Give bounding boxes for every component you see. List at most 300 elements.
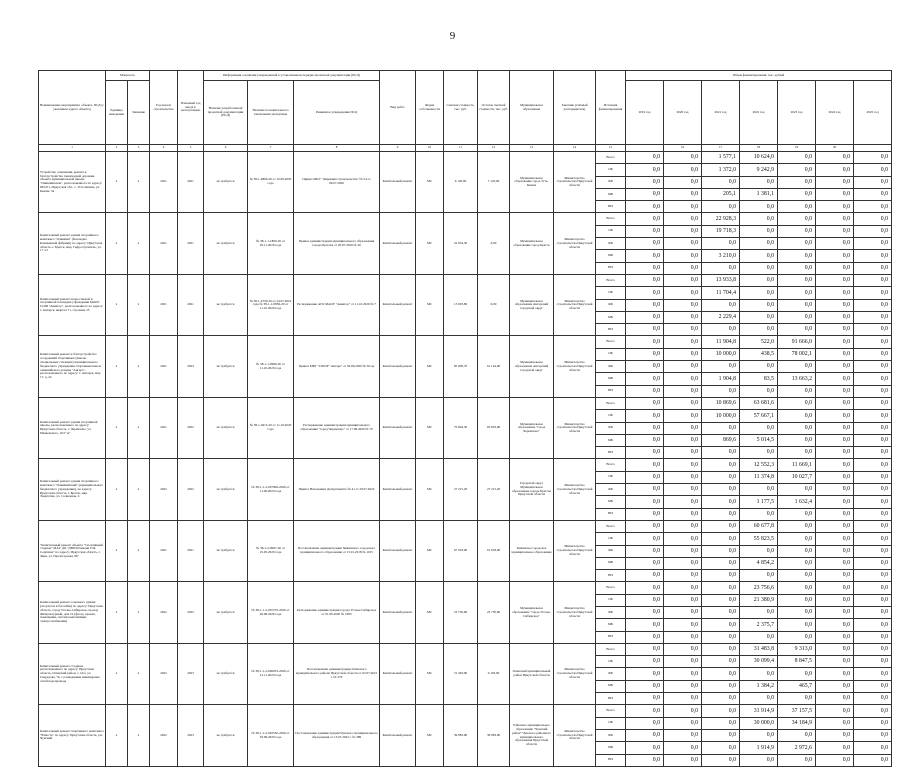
capacity-value: х xyxy=(128,582,150,643)
funding-2019: 0,0 xyxy=(626,606,664,618)
capacity-value: х xyxy=(128,459,150,520)
funding-2020: 0,0 xyxy=(664,643,702,655)
funding-source: ВИ xyxy=(596,385,626,397)
funding-2024: 0,0 xyxy=(816,164,854,176)
object-name: Устройство освещения, ремонт и благоустройство пешеходной дорожки, объекта муниципальной школы "Оникшинская", расположенного по адресу: 665471, Иркутская обл., с. Усть-Кежма, ул. Кежма, 5в xyxy=(39,152,106,213)
estimate-cost: 13 903,80 xyxy=(444,274,478,335)
header-ownership: Форма собственности xyxy=(416,71,444,145)
funding-source: ОБ xyxy=(596,410,626,422)
funding-2019: 0,0 xyxy=(626,299,664,311)
funding-2019: 0,0 xyxy=(626,459,664,471)
funding-2020: 0,0 xyxy=(664,250,702,262)
funding-2021: 0,0 xyxy=(702,324,740,336)
funding-2019: 0,0 xyxy=(626,238,664,250)
year-input: 2022 xyxy=(178,397,204,458)
funding-2021: 2 229,4 xyxy=(702,311,740,323)
funding-2023: 0,0 xyxy=(778,225,816,237)
funding-source: МБ xyxy=(596,373,626,385)
funding-source: ФБ xyxy=(596,361,626,373)
funding-2023: 0,0 xyxy=(778,311,816,323)
funding-2023: 0,0 xyxy=(778,668,816,680)
funding-2019: 0,0 xyxy=(626,754,664,766)
funding-2022: 0,0 xyxy=(740,213,778,225)
funding-2019: 0,0 xyxy=(626,348,664,360)
funding-source: МБ xyxy=(596,496,626,508)
funding-2023: 0,0 xyxy=(778,508,816,520)
work-type: Капитальный ремонт xyxy=(380,152,416,213)
funding-2024: 0,0 xyxy=(816,742,854,754)
funding-2023: 0,0 xyxy=(778,754,816,766)
funding-2022: 2 375,7 xyxy=(740,619,778,631)
funding-2021: 1 577,1 xyxy=(702,152,740,164)
funding-2021: 0,0 xyxy=(702,262,740,274)
funding-source: ОБ xyxy=(596,225,626,237)
year-input: 2021 xyxy=(178,520,204,581)
header-row-1 xyxy=(39,71,892,81)
funding-2023: 0,0 xyxy=(778,594,816,606)
customer: Министерство строительства Иркутской области xyxy=(554,152,596,213)
funding-2021: 0,0 xyxy=(702,705,740,717)
work-type: Капитальный ремонт xyxy=(380,520,416,581)
work-type: Капитальный ремонт xyxy=(380,397,416,458)
work-type: Капитальный ремонт xyxy=(380,705,416,766)
funding-2019: 0,0 xyxy=(626,533,664,545)
funding-2022: 0,0 xyxy=(740,668,778,680)
funding-2023: 0,0 xyxy=(778,262,816,274)
funding-2024: 0,0 xyxy=(816,705,854,717)
funding-2023: 0,0 xyxy=(778,570,816,582)
funding-2022: 23 756,6 xyxy=(740,582,778,594)
column-number: 10 xyxy=(416,145,444,152)
capacity-unit: х xyxy=(106,705,128,766)
capacity-unit: х xyxy=(106,274,128,335)
funding-2024: 0,0 xyxy=(816,496,854,508)
municipality: Городской округ Муниципальное образование города Братска Иркутской области xyxy=(510,459,554,520)
psd-expertise: № 38-1-1-1860-20 от 20.11.2020 года xyxy=(248,213,294,274)
funding-source: ВИ xyxy=(596,693,626,705)
funding-source: Всего xyxy=(596,520,626,532)
funding-2024: 0,0 xyxy=(816,631,854,643)
funding-2022: 31 483,8 xyxy=(740,643,778,655)
funding-2025: 0,0 xyxy=(854,188,892,200)
funding-source: ФБ xyxy=(596,484,626,496)
funding-2023: 91 666,0 xyxy=(778,336,816,348)
funding-2025: 0,0 xyxy=(854,410,892,422)
psd-expertise: № 38-1-1-2-007006-2020 от 11.06.2020 года xyxy=(248,459,294,520)
psd-status: не требуется xyxy=(204,336,248,397)
header-psd-status: Наличие разработанной проектной документации (ПСД) xyxy=(204,81,248,145)
funding-2024: 0,0 xyxy=(816,397,854,409)
funding-2019: 0,0 xyxy=(626,484,664,496)
funding-source: ОБ xyxy=(596,594,626,606)
funding-source: ВИ xyxy=(596,447,626,459)
funding-2021: 0,0 xyxy=(702,717,740,729)
funding-2025: 0,0 xyxy=(854,287,892,299)
funding-2025: 0,0 xyxy=(854,348,892,360)
funding-2023: 465,7 xyxy=(778,680,816,692)
header-year-2025: 2025 год xyxy=(854,81,892,145)
column-number: 1 xyxy=(39,145,106,152)
funding-2023: 37 157,5 xyxy=(778,705,816,717)
header-year-2023: 2023 год xyxy=(778,81,816,145)
funding-2025: 0,0 xyxy=(854,164,892,176)
funding-2019: 0,0 xyxy=(626,176,664,188)
funding-2022: 0,0 xyxy=(740,274,778,286)
funding-2021: 0,0 xyxy=(702,545,740,557)
estimate-cost: 51 463,00 xyxy=(444,643,478,704)
remaining-cost: 7 143,00 xyxy=(478,152,510,213)
funding-2025: 0,0 xyxy=(854,668,892,680)
funding-2024: 0,0 xyxy=(816,434,854,446)
funding-2025: 0,0 xyxy=(854,570,892,582)
funding-2021: 11 904,8 xyxy=(702,336,740,348)
funding-2023: 34 184,9 xyxy=(778,717,816,729)
psd-status: не требуется xyxy=(204,643,248,704)
funding-2023: 1 632,4 xyxy=(778,496,816,508)
year-start: 2021 xyxy=(150,397,178,458)
work-type: Капитальный ремонт xyxy=(380,213,416,274)
work-type: Капитальный ремонт xyxy=(380,582,416,643)
funding-source: Всего xyxy=(596,397,626,409)
funding-2019: 0,0 xyxy=(626,188,664,200)
funding-2025: 0,0 xyxy=(854,213,892,225)
funding-2020: 0,0 xyxy=(664,594,702,606)
object-name: Капитальный ремонт основного здания (спортзала и бассейна) по адресу: Иркутская область, город Усолье-Сибирское, проезд Физкультурный, дом 10 (фасад, кровля, помещения, система вентиляции, электроснабжения) xyxy=(39,582,106,643)
funding-2025: 0,0 xyxy=(854,520,892,532)
year-input: 2021 xyxy=(178,274,204,335)
customer: Министерство строительства Иркутской области xyxy=(554,274,596,335)
year-input: 2022 xyxy=(178,582,204,643)
funding-2025: 0,0 xyxy=(854,545,892,557)
funding-2024: 0,0 xyxy=(816,570,854,582)
funding-source: ФБ xyxy=(596,238,626,250)
funding-source: ОБ xyxy=(596,717,626,729)
funding-2024: 0,0 xyxy=(816,188,854,200)
funding-2023: 0,0 xyxy=(778,324,816,336)
column-number: 8 xyxy=(294,145,380,152)
psd-expertise: № 38-1-2-0997-20 от 25.05.2020 года xyxy=(248,520,294,581)
funding-2019: 0,0 xyxy=(626,373,664,385)
funding-2019: 0,0 xyxy=(626,693,664,705)
funding-2020: 0,0 xyxy=(664,373,702,385)
funding-2020: 0,0 xyxy=(664,496,702,508)
column-number xyxy=(854,145,892,152)
funding-2022: 438,5 xyxy=(740,348,778,360)
funding-2022: 1 177,5 xyxy=(740,496,778,508)
funding-2021: 0,0 xyxy=(702,680,740,692)
ownership: МС xyxy=(416,397,444,458)
funding-2020: 0,0 xyxy=(664,410,702,422)
municipality: Осинский муниципальный район Иркутской области xyxy=(510,643,554,704)
investment-table xyxy=(38,70,892,767)
municipality: Муниципальное образование Ангарский городской округ xyxy=(510,274,554,335)
funding-2021: 0,0 xyxy=(702,508,740,520)
ownership: МС xyxy=(416,152,444,213)
funding-2021: 0,0 xyxy=(702,385,740,397)
column-number xyxy=(626,145,664,152)
funding-2019: 0,0 xyxy=(626,705,664,717)
column-number: 14 xyxy=(554,145,596,152)
header-year-start: Год начала строительства xyxy=(150,71,178,145)
funding-2020: 0,0 xyxy=(664,336,702,348)
estimate-cost: 39 983,90 xyxy=(444,705,478,766)
object-name: Капитальный ремонт подростковой и спортивной площадки учреждения МАОУ СОШ "Авиатор", расположенного по адресу: г. Ангарск, квартал 71, строение 25 xyxy=(39,274,106,335)
psd-approval: Распоряжение администрации муниципального образования "город Черемхово" от 17.06.2020 № 70 xyxy=(294,397,380,458)
funding-2020: 0,0 xyxy=(664,361,702,373)
funding-source: ОБ xyxy=(596,287,626,299)
funding-2021: 0,0 xyxy=(702,459,740,471)
funding-2019: 0,0 xyxy=(626,557,664,569)
funding-2022: 1 914,9 xyxy=(740,742,778,754)
funding-2025: 0,0 xyxy=(854,582,892,594)
funding-2025: 0,0 xyxy=(854,422,892,434)
funding-2024: 0,0 xyxy=(816,274,854,286)
column-number: 17 xyxy=(702,145,740,152)
funding-2023: 0,0 xyxy=(778,238,816,250)
funding-2023: 0,0 xyxy=(778,619,816,631)
funding-source: Всего xyxy=(596,152,626,164)
header-year-2021: 2021 год xyxy=(702,81,740,145)
estimate-cost: 9 120,00 xyxy=(444,152,478,213)
capacity-value: х xyxy=(128,705,150,766)
estimate-cost: 70 994,30 xyxy=(444,397,478,458)
funding-source: Всего xyxy=(596,582,626,594)
funding-2023: 0,0 xyxy=(778,606,816,618)
funding-source: ВИ xyxy=(596,754,626,766)
funding-2025: 0,0 xyxy=(854,262,892,274)
funding-2023: 0,0 xyxy=(778,434,816,446)
funding-2020: 0,0 xyxy=(664,582,702,594)
psd-approval: Постановление администрации Чунского муниципального образования от 13.07.2022 г. № 389 xyxy=(294,705,380,766)
funding-2022: 0,0 xyxy=(740,262,778,274)
customer: Министерство строительства Иркутской области xyxy=(554,213,596,274)
funding-2019: 0,0 xyxy=(626,225,664,237)
table-row xyxy=(39,520,892,532)
funding-2025: 0,0 xyxy=(854,742,892,754)
remaining-cost: 63 903,00 xyxy=(478,397,510,458)
funding-2022: 57 667,1 xyxy=(740,410,778,422)
object-name: "Капитальный ремонт объекта "Спортивный стадион" МАУ ДО "ДЮСШ имени Г.М. Серёгина" по адресу: Иркутская область, г. Зима, ул. Пролетарская, 96" xyxy=(39,520,106,581)
funding-2019: 0,0 xyxy=(626,410,664,422)
funding-2025: 0,0 xyxy=(854,619,892,631)
funding-source: МБ xyxy=(596,557,626,569)
funding-2024: 0,0 xyxy=(816,385,854,397)
column-number: 19 xyxy=(778,145,816,152)
funding-2024: 0,0 xyxy=(816,557,854,569)
work-type: Капитальный ремонт xyxy=(380,643,416,704)
funding-2021: 11 704,4 xyxy=(702,287,740,299)
funding-2023: 0,0 xyxy=(778,397,816,409)
funding-2025: 0,0 xyxy=(854,447,892,459)
funding-2025: 0,0 xyxy=(854,680,892,692)
object-name: Капитальный ремонт спортивного комплекса "Юность" по адресу: Иркутская область, р.п. Чунский xyxy=(39,705,106,766)
funding-2022: 0,0 xyxy=(740,693,778,705)
funding-2025: 0,0 xyxy=(854,557,892,569)
year-input: 2021 xyxy=(178,213,204,274)
funding-2021: 869,6 xyxy=(702,434,740,446)
funding-2024: 0,0 xyxy=(816,373,854,385)
ownership: МС xyxy=(416,582,444,643)
funding-source: МБ xyxy=(596,311,626,323)
funding-2020: 0,0 xyxy=(664,717,702,729)
funding-2022: 0,0 xyxy=(740,447,778,459)
estimate-cost: 22 934,30 xyxy=(444,213,478,274)
funding-2020: 0,0 xyxy=(664,754,702,766)
funding-2019: 0,0 xyxy=(626,201,664,213)
object-name: Капитальный ремонт стадиона расположенного по адресу: Иркутская область, Осинский район, с. Оса, ул. Свердлова, 7в, с разведением инженерных сетей водопровода xyxy=(39,643,106,704)
funding-2024: 0,0 xyxy=(816,422,854,434)
table-row xyxy=(39,459,892,471)
funding-2025: 0,0 xyxy=(854,336,892,348)
ownership: МС xyxy=(416,213,444,274)
funding-2024: 0,0 xyxy=(816,533,854,545)
funding-2022: 0,0 xyxy=(740,754,778,766)
funding-2020: 0,0 xyxy=(664,164,702,176)
funding-source: ФБ xyxy=(596,606,626,618)
funding-2025: 0,0 xyxy=(854,631,892,643)
capacity-value: х xyxy=(128,274,150,335)
year-input: 2022 xyxy=(178,459,204,520)
funding-2022: 5 014,5 xyxy=(740,434,778,446)
funding-2019: 0,0 xyxy=(626,361,664,373)
funding-2020: 0,0 xyxy=(664,274,702,286)
funding-2024: 0,0 xyxy=(816,582,854,594)
funding-2021: 0,0 xyxy=(702,631,740,643)
funding-2022: 83,5 xyxy=(740,373,778,385)
funding-2022: 0,0 xyxy=(740,508,778,520)
year-start: 2021 xyxy=(150,152,178,213)
funding-2020: 0,0 xyxy=(664,311,702,323)
year-start: 2022 xyxy=(150,582,178,643)
funding-2022: 1 384,2 xyxy=(740,680,778,692)
funding-2025: 0,0 xyxy=(854,299,892,311)
funding-2020: 0,0 xyxy=(664,348,702,360)
funding-2019: 0,0 xyxy=(626,213,664,225)
funding-2025: 0,0 xyxy=(854,324,892,336)
psd-status: не требуется xyxy=(204,582,248,643)
funding-2023: 8 847,5 xyxy=(778,656,816,668)
funding-source: ФБ xyxy=(596,545,626,557)
funding-2024: 0,0 xyxy=(816,201,854,213)
funding-2023: 0,0 xyxy=(778,729,816,741)
funding-2024: 0,0 xyxy=(816,668,854,680)
table-row xyxy=(39,582,892,594)
header-year-2024: 2024 год xyxy=(816,81,854,145)
funding-2019: 0,0 xyxy=(626,385,664,397)
funding-source: ФБ xyxy=(596,422,626,434)
funding-2023: 0,0 xyxy=(778,533,816,545)
column-number: 3 xyxy=(128,145,150,152)
funding-2021: 22 928,3 xyxy=(702,213,740,225)
remaining-cost: 27 215,20 xyxy=(478,459,510,520)
funding-2024: 0,0 xyxy=(816,656,854,668)
year-input: 2023 xyxy=(178,336,204,397)
psd-approval: Постановление администрации Осинского муниципального района Иркутской области от 02.07.2021 г. № 376 xyxy=(294,643,380,704)
year-input: 2023 xyxy=(178,705,204,766)
funding-2022: 0,0 xyxy=(740,287,778,299)
funding-2019: 0,0 xyxy=(626,656,664,668)
object-name: Капитальный ремонт здания спортивного комплекса "Олимпийский" (муниципального бюджетного учреждения), по адресу: Иркутская область, г. Братск, мкр. Энергетик, ул. Солнечная, 4 xyxy=(39,459,106,520)
funding-2024: 0,0 xyxy=(816,250,854,262)
funding-2020: 0,0 xyxy=(664,742,702,754)
funding-2024: 0,0 xyxy=(816,545,854,557)
funding-2025: 0,0 xyxy=(854,471,892,483)
funding-2025: 0,0 xyxy=(854,176,892,188)
funding-2019: 0,0 xyxy=(626,336,664,348)
funding-2021: 0,0 xyxy=(702,754,740,766)
funding-2022: 0,0 xyxy=(740,631,778,643)
psd-expertise: № 38-1-1-2-007270-2020 от 29.06.2020 года xyxy=(248,582,294,643)
funding-2022: 10 624,0 xyxy=(740,152,778,164)
funding-2022: 0,0 xyxy=(740,238,778,250)
funding-2019: 0,0 xyxy=(626,594,664,606)
funding-2022: 0,0 xyxy=(740,299,778,311)
funding-2025: 0,0 xyxy=(854,201,892,213)
funding-2021: 0,0 xyxy=(702,668,740,680)
funding-2025: 0,0 xyxy=(854,656,892,668)
capacity-value: х xyxy=(128,336,150,397)
psd-approval: Распоряжение администрации города Усолье-Сибирское от 01.06.2020 № 1083 xyxy=(294,582,380,643)
funding-2020: 0,0 xyxy=(664,201,702,213)
funding-2019: 0,0 xyxy=(626,164,664,176)
funding-2019: 0,0 xyxy=(626,668,664,680)
funding-2020: 0,0 xyxy=(664,484,702,496)
funding-2020: 0,0 xyxy=(664,188,702,200)
psd-approval: Приказ Начальника Департамента № 41 от 29.07.2022 xyxy=(294,459,380,520)
funding-source: ФБ xyxy=(596,176,626,188)
funding-2021: 0,0 xyxy=(702,570,740,582)
ownership: МС xyxy=(416,274,444,335)
capacity-value: х xyxy=(128,643,150,704)
funding-2023: 0,0 xyxy=(778,631,816,643)
funding-2020: 0,0 xyxy=(664,545,702,557)
funding-2023: 0,0 xyxy=(778,520,816,532)
funding-2023: 0,0 xyxy=(778,250,816,262)
funding-2020: 0,0 xyxy=(664,533,702,545)
funding-2019: 0,0 xyxy=(626,311,664,323)
psd-status: не требуется xyxy=(204,459,248,520)
funding-2021: 0,0 xyxy=(702,742,740,754)
header-psd-expertise: Наличие положительного заключения экспертизы xyxy=(248,81,294,145)
funding-2022: 0,0 xyxy=(740,176,778,188)
funding-2019: 0,0 xyxy=(626,508,664,520)
column-number: 16 xyxy=(664,145,702,152)
funding-2025: 0,0 xyxy=(854,385,892,397)
remaining-cost: 39 983,90 xyxy=(478,705,510,766)
funding-2023: 9 313,0 xyxy=(778,643,816,655)
funding-source: ОБ xyxy=(596,471,626,483)
capacity-unit: х xyxy=(106,582,128,643)
header-customer: Заказчик (главный распорядитель) xyxy=(554,71,596,145)
estimate-cost: 23 750,60 xyxy=(444,582,478,643)
psd-status: не требуется xyxy=(204,152,248,213)
funding-source: МБ xyxy=(596,250,626,262)
psd-status: не требуется xyxy=(204,520,248,581)
ownership: МС xyxy=(416,459,444,520)
funding-2021: 0,0 xyxy=(702,606,740,618)
capacity-unit: х xyxy=(106,643,128,704)
funding-2021: 0,0 xyxy=(702,447,740,459)
funding-2025: 0,0 xyxy=(854,533,892,545)
header-cap-unit: Единица измерения xyxy=(106,81,128,145)
header-capacity: Мощность xyxy=(106,71,150,81)
funding-2021: 0,0 xyxy=(702,238,740,250)
funding-2024: 0,0 xyxy=(816,520,854,532)
funding-2023: 0,0 xyxy=(778,582,816,594)
funding-2024: 0,0 xyxy=(816,729,854,741)
header-cap-value: Значение xyxy=(128,81,150,145)
capacity-unit: х xyxy=(106,520,128,581)
